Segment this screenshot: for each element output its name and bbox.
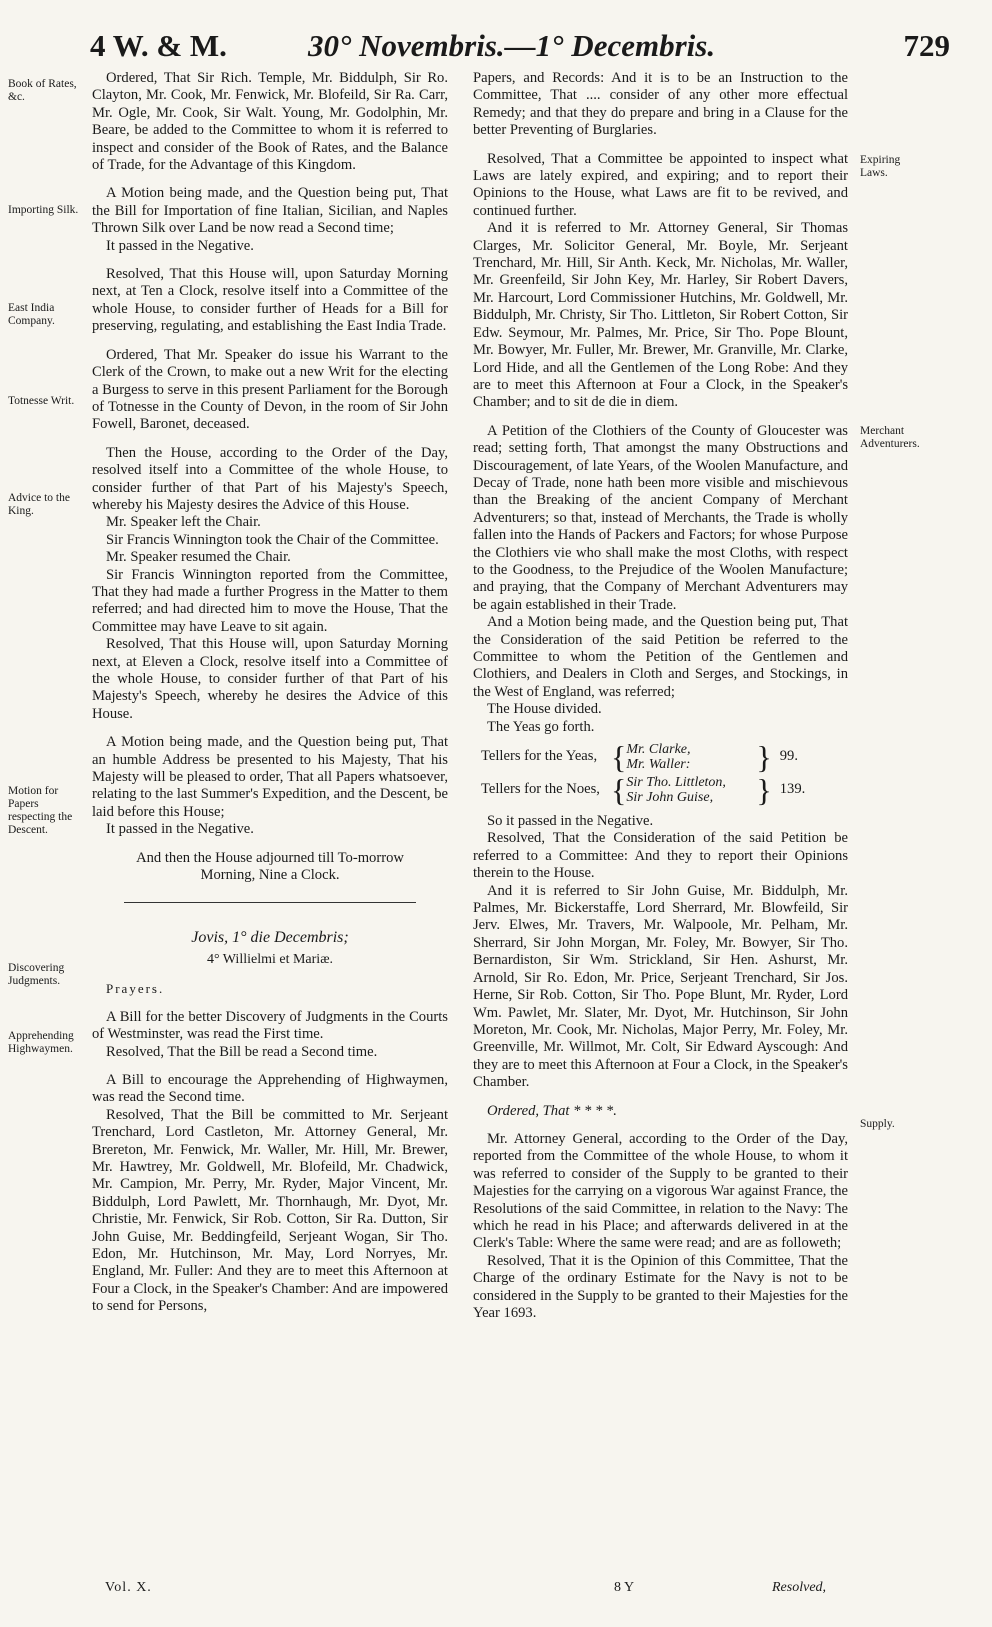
paragraph: Resolved, That the Consideration of the said Petition be referred to a Committee: And they to report their Opinions therein to the House. <box>473 830 848 882</box>
paragraph: A Bill for the better Discovery of Judgments in the Courts of Westminster, was read the First time. <box>92 1008 448 1043</box>
paragraph: Sir Francis Winnington took the Chair of the Committee. <box>106 531 439 548</box>
paragraph: It passed in the Negative. <box>106 237 254 254</box>
paragraph: Resolved, That a Committee be appointed to inspect what Laws are lately expired, and expiring; and to report their Opinions to the House, what Laws are fit to be revived, and continued further. <box>473 150 848 219</box>
paragraph: Ordered, That Sir Rich. Temple, Mr. Biddulph, Sir Ro. Clayton, Mr. Cook, Mr. Fenwick, Mr. Blofeild, Sir Ra. Carr, Mr. Ogle, Mr. Cook, Sir Walt. Young, Mr. Godolphin, Mr. Beare, be added to the Committee to whom it is referred to inspect and consider of the Book of Rates, and the Balance of Trade, for the Advantage of this Kingdom. <box>92 70 448 174</box>
teller-name: Sir John Guise, <box>626 790 714 806</box>
paragraph: Ordered, That Mr. Speaker do issue his Warrant to the Clerk of the Crown, to make out a new Writ for the electing a Burgess to serve in this present Parliament for the Borough of Totnesse in the County of Devon, in the room of Sir John Fowell, Baronet, deceased. <box>92 346 448 433</box>
day-heading: Jovis, 1° die Decembris; <box>191 929 349 947</box>
paragraph: So it passed in the Negative. <box>487 813 654 830</box>
section-divider <box>124 902 416 903</box>
paragraph: Sir Francis Winnington reported from the Committee, That they had made a further Progress in the Matter to them referred; and had directed him to move the House, That the Committee may have Leave to sit again. <box>92 566 448 635</box>
catchword: Resolved, <box>772 1580 827 1595</box>
margin-note-advice: Advice to the King. <box>8 492 70 517</box>
tellers-yeas-names <box>626 742 746 772</box>
page-header <box>90 28 962 68</box>
paragraph: A Motion being made, and the Question being put, That the Bill for Importation of fine Italian, Sicilian, and Naples Thrown Silk over Land be now read a Second time; <box>92 185 448 237</box>
paragraph: Papers, and Records: And it is to be an Instruction to the Committee, That .... consider of any other more effectual Remedy; and that they do prepare and bring in a Clause for the better Preventing of Burglaries. <box>473 70 848 139</box>
tellers-yeas-label: Tellers for the Yeas, <box>481 748 598 765</box>
paragraph: Mr. Speaker left the Chair. <box>106 514 261 531</box>
right-brace: } <box>756 772 772 809</box>
margin-note-highwaymen: Apprehending Highwaymen. <box>8 1030 74 1055</box>
paragraph: The House divided. <box>487 701 602 718</box>
right-column <box>473 70 848 1322</box>
prayers-heading: Prayers. <box>106 981 165 997</box>
paragraph: It passed in the Negative. <box>106 821 254 838</box>
signature-mark: 8 Y <box>614 1580 635 1595</box>
left-column <box>92 70 448 1316</box>
paragraph: A Bill to encourage the Apprehending of Highwaymen, was read the Second time. <box>92 1071 448 1106</box>
teller-name: Sir Tho. Littleton, <box>626 775 726 791</box>
adjournment: And then the House adjourned till To-morrow Morning, Nine a Clock. <box>136 849 404 884</box>
noes-count: 139. <box>779 781 806 798</box>
paragraph: Resolved, That the Bill be read a Second time. <box>106 1043 378 1060</box>
margin-note-descent: Motion for Papers respecting the Descent. <box>8 785 73 836</box>
paragraph: Ordered, That * * * *. <box>487 1102 617 1119</box>
tellers-yeas-row <box>473 739 848 776</box>
right-brace: } <box>756 739 772 776</box>
tellers-noes-names <box>626 775 746 805</box>
paragraph: Then the House, according to the Order of the Day, resolved itself into a Committee of the whole House, to consider further of that Part of his Majesty's Speech, whereby his Majesty desires the Advice of this House. <box>92 444 448 513</box>
page-number: 729 <box>903 28 950 63</box>
margin-note-east-india: East India Company. <box>8 302 55 327</box>
left-brace: { <box>611 772 627 809</box>
margin-note-expiring-laws: Expiring Laws. <box>860 154 901 179</box>
volume-label: Vol. X. <box>105 1580 152 1595</box>
margin-note-totnesse: Totnesse Writ. <box>8 395 75 407</box>
paragraph: And it is referred to Sir John Guise, Mr. Biddulph, Mr. Palmes, Mr. Bickerstaffe, Lord Sherrard, Mr. Blowfeild, Sir Jerv. Elwes, Mr. Travers, Mr. Walpoole, Mr. Pelham, Mr. Sherrard, Sir John Morgan, Mr. Foley, Mr. Bowyer, Sir Tho. Bernardiston, Sir Wm. Strickland, Sir Hen. Ashurst, Mr. Arnold, Sir Ro. Edon, Mr. Price, Serjeant Trenchard, Sir Jos. Herne, Sir Rob. Cotton, Sir Tho. Pope Blunt, Mr. Ryder, Lord Wm. Pawlet, Mr. Slater, Mr. Dyot, Mr. Hutchinson, Sir John Moreton, Mr. Cook, Mr. Nicholas, Major Perry, Mr. Foley, Mr. Greenville, Mr. Willmot, Mr. Colt, Sir Edward Ayscough: And they are to meet this Afternoon at Four a Clock, in the Speaker's Chamber. <box>473 882 848 1091</box>
margin-note-merchant-adventurers: Merchant Adventurers. <box>860 425 920 450</box>
regnal-subheading: 4° Willielmi et Mariæ. <box>206 951 334 967</box>
tellers-table <box>473 739 848 809</box>
paragraph: Resolved, That this House will, upon Saturday Morning next, at Eleven a Clock, resolve itself into a Committee of the whole House, to consider further of that Part of his Majesty's Speech, whereby he desires the Advice of this House. <box>92 636 448 722</box>
paragraph: Mr. Attorney General, according to the Order of the Day, reported from the Committee of the whole House, to whom it was referred to consider of the Supply to be granted to their Majesties for the carrying on a vigorous War against France, the Resolutions of the said Committee, in relation to the Navy: The which he read in his Place; and afterwards delivered in at the Clerk's Table: Where the same were read; and are as followeth; <box>473 1130 848 1252</box>
tellers-noes-label: Tellers for the Noes, <box>481 781 600 798</box>
paragraph: Mr. Speaker resumed the Chair. <box>106 549 291 566</box>
paragraph: The Yeas go forth. <box>487 718 595 735</box>
paragraph: And a Motion being made, and the Question being put, That the Consideration of the said Petition be referred to the Committee to whom the Petition of the Gentlemen and Clothiers, and Dealers in Cloth and Serges, and Stockings, in the West of England, was referred; <box>473 614 848 700</box>
teller-name: Mr. Clarke, <box>626 742 691 758</box>
date-heading: 30° Novembris.—1° Decembris. <box>308 28 716 63</box>
paragraph: And it is referred to Mr. Attorney General, Sir Thomas Clarges, Mr. Solicitor General, Mr. Boyle, Mr. Serjeant Trenchard, Mr. Hill, Sir Anth. Keck, Mr. Nicholas, Mr. Waller, Mr. Greenfeild, Sir John Key, Mr. Harley, Sir Robert Davers, Mr. Harcourt, Lord Commissioner Hutchins, Mr. Goldwell, Mr. Biddulph, Mr. Christy, Sir Tho. Littleton, Sir Robert Cotton, Sir Edw. Seymour, Mr. Palmes, Mr. Price, Sir Tho. Pope Blount, Mr. Bowyer, Mr. Fuller, Mr. Brewer, Mr. Granville, Mr. Clarke, Lord Hide, and all the Gentlemen of the Long Robe: And they are to meet this Afternoon at Four a Clock, in the Speaker's Chamber; and to sit de die in diem. <box>473 220 848 411</box>
margin-note-judgments: Discovering Judgments. <box>8 962 65 987</box>
paragraph: Resolved, That it is the Opinion of this Committee, That the Charge of the ordinary Estimate for the Navy is not to be considered in the Supply to be granted to their Majesties for the Year 1693. <box>473 1252 848 1321</box>
regnal-year: 4 W. & M. <box>90 28 227 63</box>
paragraph: A Motion being made, and the Question being put, That an humble Address be presented to his Majesty, That his Majesty will be pleased to order, That all Papers whatsoever, relating to the last Summer's Expedition, and the Descent, be laid before this House; <box>92 734 448 820</box>
left-brace: { <box>611 739 627 776</box>
paragraph: A Petition of the Clothiers of the County of Gloucester was read; setting forth, That amongst the many Obstructions and Discouragement, of late Years, of the Woolen Manufacture, and Decay of Trade, none hath been more visible and mischievous than the Breaking of the ancient Company of Merchant Adventurers; so that, instead of Merchants, the Trade is wholly fallen into the Hands of Packers and Factors; for whose Purpose the Clothiers vie who shall make the most Cloths, with respect to the Goodness, to the Prejudice of the Woolen Manufacture; and praying, that the Company of Merchant Adventurers may be again established in their Trade. <box>473 422 848 613</box>
margin-note-supply: Supply. <box>860 1118 895 1130</box>
teller-name: Mr. Waller: <box>626 757 691 773</box>
paragraph: Resolved, That the Bill be committed to Mr. Serjeant Trenchard, Lord Castleton, Mr. Attorney General, Mr. Brereton, Mr. Fenwick, Mr. Waller, Mr. Hill, Mr. Brewer, Mr. Hawtrey, Mr. Goldwell, Mr. Blofeild, Mr. Chadwick, Mr. Campion, Mr. Perry, Mr. Ryder, Major Vincent, Mr. Biddulph, Lord Pawlett, Mr. Thornhaugh, Mr. Dyot, Mr. Christie, Mr. Fenwick, Sir Rob. Cotton, Sir Ra. Dutton, Sir John Guise, Mr. Beddingfeild, Serjeant Wogan, Sir Tho. Edon, Mr. Hutchinson, Mr. May, Lord Norryes, Mr. England, Mr. Fuller: And they are to meet this Afternoon at Four a Clock, in the Speaker's Chamber: And are impowered to send for Persons, <box>92 1106 448 1315</box>
tellers-noes-row <box>473 772 848 809</box>
paragraph: Resolved, That this House will, upon Saturday Morning next, at Ten a Clock, resolve itself into a Committee of the whole House, to consider further of Heads for a Bill for preserving, regulating, and establishing the East India Trade. <box>92 266 448 335</box>
margin-note-book-of-rates: Book of Rates, &c. <box>8 78 77 103</box>
yeas-count: 99. <box>779 748 798 765</box>
margin-note-importing-silk: Importing Silk. <box>8 204 79 216</box>
